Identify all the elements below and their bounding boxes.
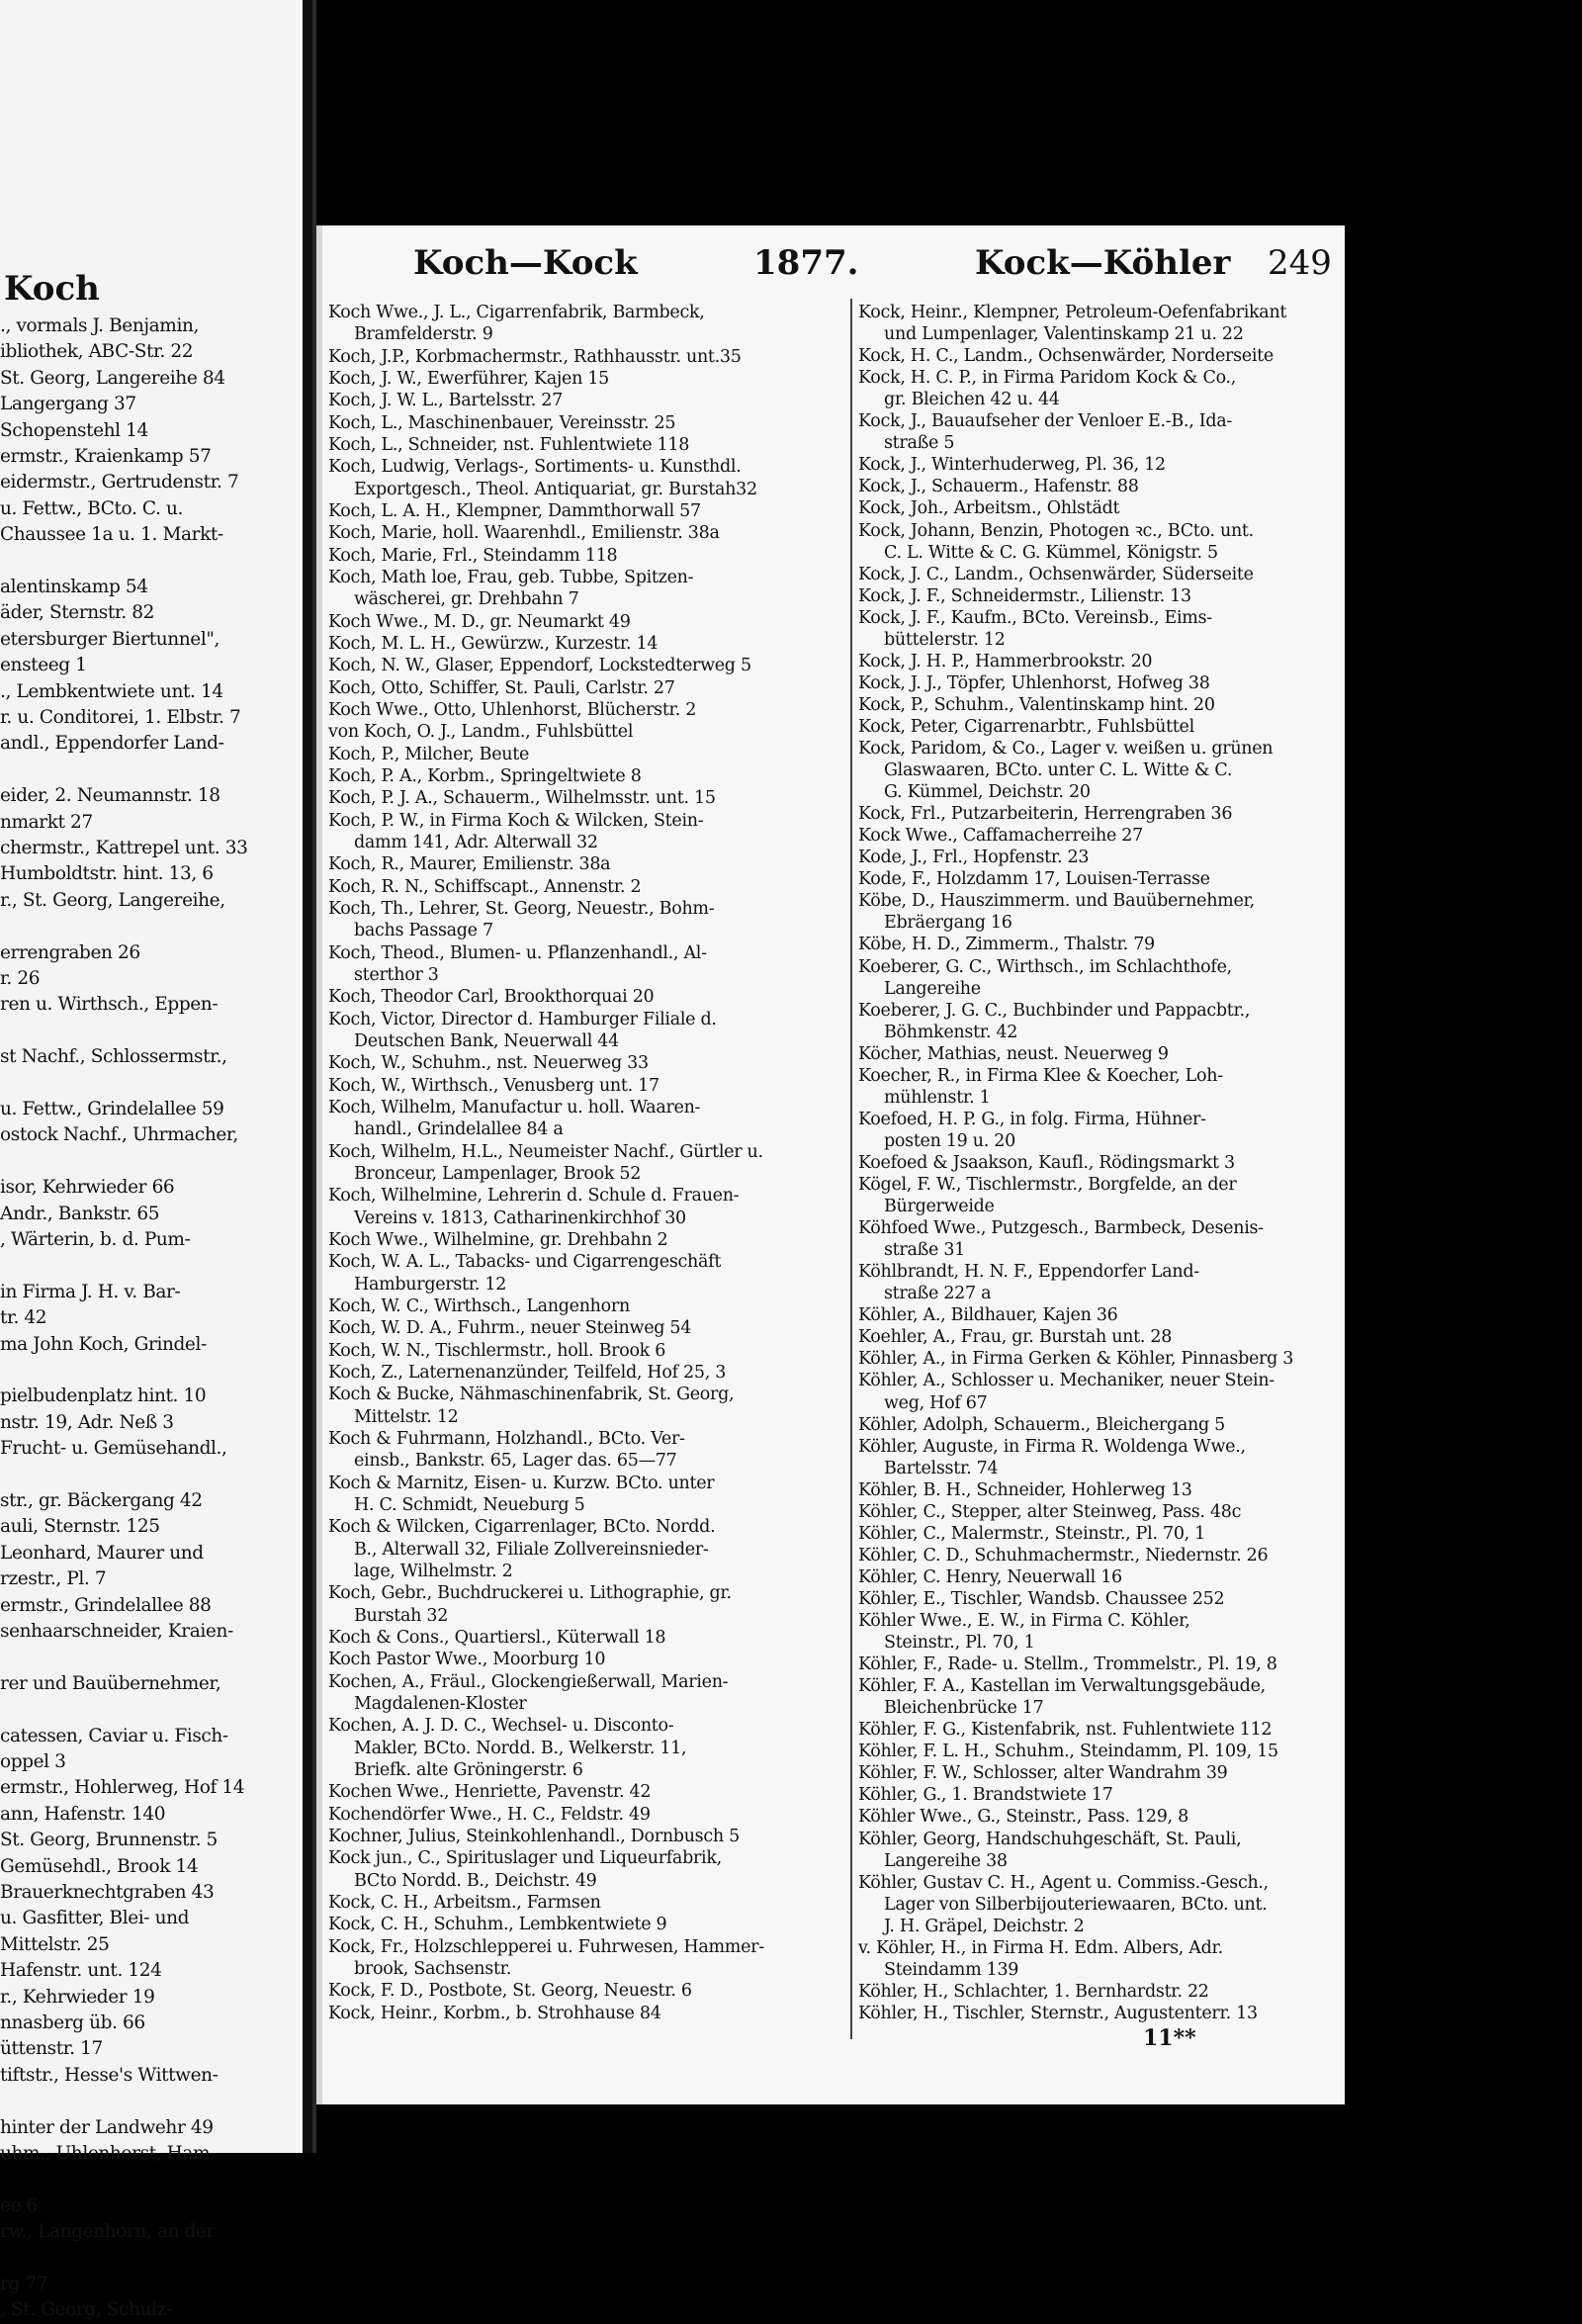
left-page-fragment — [0, 0, 312, 2321]
directory-entry-line: Köhler, E., Tischler, Wandsb. Chaussee 252 — [858, 1588, 1225, 1609]
directory-entry-line: Kochen Wwe., Henriette, Pavenstr. 42 — [328, 1782, 652, 1803]
directory-entry-line: Koeberer, J. G. C., Buchbinder und Pappacbtr., — [858, 1000, 1251, 1021]
directory-entry-line: Kock, Paridom, & Co., Lager v. weißen u. grünen — [858, 739, 1274, 759]
directory-entry-line: Briefk. alte Gröningerstr. 6 — [354, 1760, 583, 1780]
directory-entry-line: Kock, J., Bauaufseher der Venloer E.-B., Ida- — [858, 411, 1232, 432]
directory-entry-line: BCto Nordd. B., Deichstr. 49 — [354, 1870, 597, 1891]
directory-entry-line: Koch, W. D. A., Fuhrm., neuer Steinweg 54 — [328, 1318, 692, 1339]
directory-entry-line: sterthor 3 — [354, 965, 439, 985]
left-entry-line: r., St. Georg, Langereihe, — [0, 889, 225, 911]
directory-entry-line: Koch, J. W., Ewerführer, Kajen 15 — [328, 369, 610, 389]
left-entry-line: Schopenstehl 14 — [0, 419, 148, 441]
left-entry-line: , St. Georg, Schulz- — [0, 2299, 172, 2321]
directory-entry-line: Kock, J., Schauerm., Hafenstr. 88 — [858, 477, 1139, 497]
directory-entry-line: Köhler, F. W., Schlosser, alter Wandrahm 39 — [858, 1763, 1228, 1784]
directory-entry-line: Makler, BCto. Nordd. B., Welkerstr. 11, — [354, 1738, 687, 1758]
left-entry-line: üttenstr. 17 — [0, 2038, 103, 2060]
left-entry-line: st Nachf., Schlossermstr., — [0, 1046, 227, 1068]
directory-entry-line: Köhler, C., Malermstr., Steinstr., Pl. 70, 1 — [858, 1523, 1206, 1544]
directory-entry-line: Köhler, F. G., Kistenfabrik, nst. Fuhlentwiete 112 — [858, 1720, 1273, 1741]
directory-entry-line: damm 141, Adr. Alterwall 32 — [354, 833, 598, 852]
directory-entry-line: Koch, P. J. A., Schauerm., Wilhelmsstr. unt. 15 — [328, 788, 716, 809]
left-entry-line: ermstr., Hohlerweg, Hof 14 — [0, 1777, 245, 1799]
directory-entry-line: Koch, R., Maurer, Emilienstr. 38a — [328, 854, 611, 875]
directory-entry-line: B., Alterwall 32, Filiale Zollvereinsnieder- — [354, 1539, 709, 1560]
left-entry-line: Gemüsehdl., Brook 14 — [0, 1855, 199, 1877]
directory-entry-line: H. C. Schmidt, Neueburg 5 — [354, 1495, 585, 1515]
directory-entry-line: Koch Wwe., Otto, Uhlenhorst, Blücherstr. 2 — [328, 700, 697, 720]
directory-entry-line: Kock, Heinr., Korbm., b. Strohhause 84 — [328, 2003, 661, 2023]
directory-entry-line: Kock jun., C., Spirituslager und Liqueurfabrik, — [328, 1848, 722, 1869]
left-entry-line: ibliothek, ABC-Str. 22 — [0, 341, 194, 363]
directory-entry-line: Langereihe — [884, 978, 981, 999]
left-entry-line: etersburger Biertunnel", — [0, 628, 220, 650]
directory-entry-line: Kode, F., Holzdamm 17, Louisen-Terrasse — [858, 869, 1210, 890]
left-entry-line: ann, Hafenstr. 140 — [0, 1803, 166, 1825]
left-entry-line: ermstr., Kraienkamp 57 — [0, 446, 212, 467]
left-entry-line: oppel 3 — [0, 1751, 66, 1772]
directory-entry-line: Koch, Victor, Director d. Hamburger Filiale d. — [328, 1009, 717, 1029]
directory-entry-line: Koch, L. A. H., Klempner, Dammthorwall 57 — [328, 501, 701, 521]
directory-entry-line: Koch & Fuhrmann, Holzhandl., BCto. Ver- — [328, 1429, 685, 1449]
left-entry-line: ma John Koch, Grindel- — [0, 1333, 207, 1355]
directory-entry-line: Kock, Fr., Holzschlepperei u. Fuhrwesen, Hammer- — [328, 1936, 764, 1957]
directory-entry-line: Koch, Otto, Schiffer, St. Pauli, Carlstr. 27 — [328, 677, 675, 698]
left-entry-line: rw., Langenhorn, an der — [0, 2221, 215, 2243]
page-header — [322, 243, 1351, 293]
directory-entry-line: Köhler, Adolph, Schauerm., Bleichergang 5 — [858, 1414, 1225, 1435]
directory-entry-line: wäscherei, gr. Drehbahn 7 — [354, 589, 579, 610]
left-entry-line: Langergang 37 — [0, 394, 136, 415]
directory-entry-line: Kock, J. H. P., Hammerbrookstr. 20 — [858, 651, 1153, 671]
directory-entry-line: Köhler, F., Rade- u. Stellm., Trommelstr., Pl. 19, 8 — [858, 1654, 1277, 1675]
directory-entry-line: Koch, P. W., in Firma Koch & Wilcken, Stein- — [328, 810, 704, 831]
left-entry-line: rzestr., Pl. 7 — [0, 1568, 107, 1590]
left-entry-line: alentinskamp 54 — [0, 577, 148, 597]
left-entry-line: u. Fettw., Grindelallee 59 — [0, 1099, 224, 1119]
directory-entry-line: Koch, Ludwig, Verlags-, Sortiments- u. Kunsthdl. — [328, 457, 742, 478]
directory-entry-line: Kock Wwe., Caffamacherreihe 27 — [858, 826, 1143, 847]
directory-entry-line: Bramfelderstr. 9 — [354, 324, 493, 345]
left-entry-line: chermstr., Kattrepel unt. 33 — [0, 838, 248, 858]
directory-entry-line: Köhler, Auguste, in Firma R. Woldenga Wwe., — [858, 1436, 1246, 1457]
left-entry-line: Mittelstr. 25 — [0, 1933, 110, 1955]
directory-entry-line: Steinstr., Pl. 70, 1 — [884, 1633, 1035, 1654]
signature-mark: 11** — [1143, 2025, 1196, 2051]
directory-entry-line: Kochen, A. J. D. C., Wechsel- u. Disconto- — [328, 1716, 674, 1737]
directory-entry-line: Köhler, C. Henry, Neuerwall 16 — [858, 1566, 1122, 1587]
directory-entry-line: Koch, W., Schuhm., nst. Neuerweg 33 — [328, 1053, 649, 1074]
directory-entry-line: Koch & Marnitz, Eisen- u. Kurzw. BCto. unter — [328, 1473, 715, 1493]
directory-entry-line: Koch, Gebr., Buchdruckerei u. Lithographie, gr. — [328, 1583, 732, 1604]
left-entry-line: Leonhard, Maurer und — [0, 1542, 204, 1564]
header-right-range: Kock—Köhler — [975, 243, 1231, 283]
left-entry-line: in Firma J. H. v. Bar- — [0, 1281, 181, 1302]
directory-entry-line: Köhler Wwe., G., Steinstr., Pass. 129, 8 — [858, 1807, 1188, 1828]
directory-entry-line: Köbe, H. D., Zimmerm., Thalstr. 79 — [858, 935, 1155, 955]
left-entry-line: St. Georg, Langereihe 84 — [0, 367, 225, 389]
directory-entry-line: straße 31 — [884, 1240, 965, 1261]
directory-entry-line: Vereins v. 1813, Catharinenkirchhof 30 — [354, 1207, 686, 1228]
directory-entry-line: Koch Wwe., Wilhelmine, gr. Drehbahn 2 — [328, 1230, 668, 1250]
directory-entry-line: J. H. Gräpel, Deichstr. 2 — [884, 1916, 1085, 1936]
directory-entry-line: Köhler, A., in Firma Gerken & Köhler, Pinnasberg 3 — [858, 1349, 1294, 1370]
directory-entry-line: Bronceur, Lampenlager, Brook 52 — [354, 1164, 642, 1184]
directory-entry-line: Köhler, Georg, Handschuhgeschäft, St. Pauli, — [858, 1829, 1242, 1849]
directory-entry-line: Köhler, H., Schlachter, 1. Bernhardstr. 22 — [858, 1981, 1209, 2002]
directory-entry-line: v. Köhler, H., in Firma H. Edm. Albers, Adr. — [858, 1937, 1223, 1958]
directory-entry-line: Koch & Wilcken, Cigarrenlager, BCto. Nordd. — [328, 1517, 716, 1538]
page-number: 249 — [1268, 243, 1332, 283]
directory-entry-line: Kode, J., Frl., Hopfenstr. 23 — [858, 848, 1090, 868]
directory-entry-line: Koch, J. W. L., Bartelsstr. 27 — [328, 391, 563, 411]
left-entry-line: Brauerknechtgraben 43 — [0, 1882, 215, 1903]
directory-entry-line: Koch, L., Maschinenbauer, Vereinsstr. 25 — [328, 412, 676, 433]
directory-entry-line: G. Kümmel, Deichstr. 20 — [884, 782, 1091, 803]
directory-entry-line: Koch & Bucke, Nähmaschinenfabrik, St. Georg, — [328, 1385, 735, 1405]
directory-entry-line: Koch, P. A., Korbm., Springeltwiete 8 — [328, 766, 642, 786]
directory-entry-line: Exportgesch., Theol. Antiquariat, gr. Burstah32 — [354, 479, 757, 499]
directory-entry-line: Kock, J., Winterhuderweg, Pl. 36, 12 — [858, 455, 1166, 476]
left-entry-line: senhaarschneider, Kraien- — [0, 1621, 233, 1642]
directory-entry-line: Burstah 32 — [354, 1605, 449, 1626]
left-entry-line: auli, Sternstr. 125 — [0, 1516, 160, 1538]
left-entry-line: ostock Nachf., Uhrmacher, — [0, 1124, 238, 1146]
directory-entry-line: Köhler, F. A., Kastellan im Verwaltungsgebäude, — [858, 1676, 1266, 1697]
directory-entry-line: Köhfoed Wwe., Putzgesch., Barmbeck, Desenis- — [858, 1218, 1264, 1239]
directory-entry-line: Koehler, A., Frau, gr. Burstah unt. 28 — [858, 1327, 1173, 1348]
directory-entry-line: Kochendörfer Wwe., H. C., Feldstr. 49 — [328, 1804, 651, 1825]
directory-entry-line: C. L. Witte & C. G. Kümmel, Königstr. 5 — [884, 542, 1218, 563]
left-entry-line: ren u. Wirthsch., Eppen- — [0, 994, 219, 1016]
directory-entry-line: Köhler, G., 1. Brandstwiete 17 — [858, 1785, 1113, 1806]
directory-entry-line: Koch, Theodor Carl, Brookthorquai 20 — [328, 987, 655, 1008]
left-entry-line: r., Kehrwieder 19 — [0, 1986, 155, 2008]
directory-entry-line: Koch, W. N., Tischlermstr., holl. Brook 6 — [328, 1340, 666, 1361]
left-entry-line: andl., Eppendorfer Land- — [0, 733, 224, 755]
left-entry-line: r. 26 — [0, 968, 41, 989]
left-entry-line: nmarkt 27 — [0, 811, 93, 833]
left-entry-line: Andr., Bankstr. 65 — [0, 1203, 160, 1224]
directory-entry-line: Koch, W. A. L., Tabacks- und Cigarrengeschäft — [328, 1252, 722, 1273]
directory-entry-line: Köhler, H., Tischler, Sternstr., Augustenterr. 13 — [858, 2003, 1258, 2023]
directory-entry-line: Kock, P., Schuhm., Valentinskamp hint. 20 — [858, 694, 1215, 715]
left-entry-line: Frucht- u. Gemüsehandl., — [0, 1438, 227, 1460]
directory-page — [316, 225, 1345, 2104]
left-entry-line: hinter der Landwehr 49 — [0, 2116, 214, 2138]
directory-entry-line: Koch, L., Schneider, nst. Fuhlentwiete 118 — [328, 435, 690, 455]
header-left-range: Koch—Kock — [413, 243, 638, 283]
left-entry-line: rer und Bauübernehmer, — [0, 1672, 221, 1694]
directory-entry-line: Koch, Th., Lehrer, St. Georg, Neuestr., Bohm- — [328, 899, 715, 919]
directory-entry-line: Kock, J. F., Kaufm., BCto. Vereinsb., Eims- — [858, 607, 1212, 628]
left-entry-line: isor, Kehrwieder 66 — [0, 1177, 175, 1199]
directory-entry-line: Kock, Heinr., Klempner, Petroleum-Oefenfabrikant — [858, 303, 1287, 322]
directory-entry-line: brook, Sachsenstr. — [354, 1959, 512, 1979]
left-entry-line: ., Lembkentwiete unt. 14 — [0, 680, 223, 702]
left-entry-line: ., vormals J. Benjamin, — [0, 315, 199, 336]
directory-entry-line: Koch, Wilhelmine, Lehrerin d. Schule d. Frauen- — [328, 1186, 740, 1207]
directory-entry-line: Koch & Cons., Quartiersl., Küterwall 18 — [328, 1628, 666, 1648]
left-entry-line: errengraben 26 — [0, 941, 140, 963]
directory-entry-line: Koecher, R., in Firma Klee & Koecher, Loh- — [858, 1065, 1223, 1086]
directory-entry-line: Koch, J.P., Korbmachermstr., Rathhausstr. unt.35 — [328, 346, 742, 367]
left-entry-line: ee 6 — [0, 2194, 38, 2216]
directory-entry-line: Koch, Theod., Blumen- u. Pflanzenhandl., Al- — [328, 942, 707, 963]
directory-entry-line: mühlenstr. 1 — [884, 1087, 991, 1108]
directory-entry-line: Kochner, Julius, Steinkohlenhandl., Dornbusch 5 — [328, 1827, 740, 1846]
directory-entry-line: Koch, Wilhelm, Manufactur u. holl. Waaren- — [328, 1098, 701, 1117]
left-entry-line: äder, Sternstr. 82 — [0, 602, 155, 624]
directory-entry-line: Kock, Joh., Arbeitsm., Ohlstädt — [858, 498, 1120, 519]
directory-entry-line: Köhlbrandt, H. N. F., Eppendorfer Land- — [858, 1262, 1199, 1283]
directory-entry-line: Koch, Wilhelm, H.L., Neumeister Nachf., Gürtler u. — [328, 1141, 763, 1162]
directory-entry-line: und Lumpenlager, Valentinskamp 21 u. 22 — [884, 324, 1244, 345]
directory-entry-line: Deutschen Bank, Neuerwall 44 — [354, 1031, 619, 1051]
directory-entry-line: Köhler, A., Bildhauer, Kajen 36 — [858, 1305, 1118, 1326]
directory-entry-line: Kock, F. D., Postbote, St. Georg, Neuestr. 6 — [328, 1981, 692, 2002]
directory-entry-line: Kock, Johann, Benzin, Photogen ꝛc., BCto. unt. — [858, 520, 1254, 541]
left-entry-line: Hafenstr. unt. 124 — [0, 1960, 162, 1982]
directory-entry-line: Kögel, F. W., Tischlermstr., Borgfelde, an der — [858, 1175, 1237, 1196]
directory-entry-line: straße 227 a — [884, 1284, 992, 1304]
directory-entry-line: Kock, C. H., Schuhm., Lembkentwiete 9 — [328, 1915, 667, 1935]
left-entry-line: nnasberg üb. 66 — [0, 2012, 145, 2033]
left-entry-line: ermstr., Grindelallee 88 — [0, 1594, 212, 1616]
directory-entry-line: Koch, Marie, holl. Waarenhdl., Emilienstr. 38a — [328, 523, 720, 544]
directory-entry-line: Hamburgerstr. 12 — [354, 1274, 507, 1295]
directory-entry-line: Koeberer, G. C., Wirthsch., im Schlachthofe, — [858, 956, 1232, 977]
directory-entry-line: Koch Pastor Wwe., Moorburg 10 — [328, 1650, 606, 1670]
directory-entry-line: Koch Wwe., M. D., gr. Neumarkt 49 — [328, 611, 631, 632]
directory-entry-line: Koch, P., Milcher, Beute — [328, 744, 530, 764]
directory-entry-line: Kock, H. C., Landm., Ochsenwärder, Norderseite — [858, 346, 1274, 367]
column-divider — [850, 299, 852, 2039]
directory-entry-line: Kock, C. H., Arbeitsm., Farmsen — [328, 1893, 601, 1913]
directory-entry-line: Koch Wwe., J. L., Cigarrenfabrik, Barmbeck, — [328, 303, 705, 322]
directory-entry-line: Mittelstr. 12 — [354, 1406, 459, 1427]
directory-entry-line: von Koch, O. J., Landm., Fuhlsbüttel — [328, 722, 634, 743]
directory-entry-line: Ebräergang 16 — [884, 913, 1012, 934]
left-entry-line: uhm., Uhlenhorst, Ham- — [0, 2143, 217, 2164]
directory-entry-line: handl., Grindelallee 84 a — [354, 1119, 564, 1140]
directory-entry-line: Koch, Marie, Frl., Steindamm 118 — [328, 545, 618, 566]
directory-entry-line: straße 5 — [884, 433, 955, 454]
directory-entry-line: Steindamm 139 — [884, 1959, 1019, 1980]
directory-entry-line: Kock, J. J., Töpfer, Uhlenhorst, Hofweg 38 — [858, 672, 1210, 693]
directory-entry-line: Kochen, A., Fräul., Glockengießerwall, Marien- — [328, 1671, 729, 1692]
left-entry-line: tr. 42 — [0, 1307, 47, 1329]
directory-entry-line: posten 19 u. 20 — [884, 1130, 1015, 1151]
directory-entry-line: Koch, N. W., Glaser, Eppendorf, Lockstedterweg 5 — [328, 656, 751, 676]
directory-entry-line: Köhler, C. D., Schuhmachermstr., Niedernstr. 26 — [858, 1545, 1269, 1565]
directory-entry-line: Koch, R. N., Schiffscapt., Annenstr. 2 — [328, 876, 642, 897]
left-entry-line: , Wärterin, b. d. Pum- — [0, 1229, 191, 1250]
directory-entry-line: Koch, Math loe, Frau, geb. Tubbe, Spitzen- — [328, 568, 694, 587]
left-entry-line: u. Gasfitter, Blei- und — [0, 1908, 190, 1929]
directory-entry-line: Koch, Z., Laternenanzünder, Teilfeld, Hof 25, 3 — [328, 1363, 727, 1383]
left-entry-line: nstr. 19, Adr. Neß 3 — [0, 1411, 174, 1433]
directory-entry-line: Glaswaaren, BCto. unter C. L. Witte & C. — [884, 760, 1233, 781]
directory-entry-line: Köhler, F. L. H., Schuhm., Steindamm, Pl. 109, 15 — [858, 1742, 1278, 1762]
directory-entry-line: Böhmkenstr. 42 — [884, 1022, 1018, 1042]
directory-entry-line: Bartelsstr. 74 — [884, 1458, 999, 1478]
directory-entry-line: Köcher, Mathias, neust. Neuerweg 9 — [858, 1043, 1169, 1064]
left-entry-line: Humboldtstr. hint. 13, 6 — [0, 863, 214, 885]
left-entry-line: eidermstr., Gertrudenstr. 7 — [0, 472, 239, 493]
directory-entry-line: Koch, W., Wirthsch., Venusberg unt. 17 — [328, 1075, 659, 1096]
directory-entry-line: lage, Wilhelmstr. 2 — [354, 1562, 513, 1581]
left-entry-line: catessen, Caviar u. Fisch- — [0, 1725, 228, 1746]
directory-entry-line: Langereihe 38 — [884, 1850, 1008, 1871]
header-year: 1877. — [753, 243, 859, 283]
directory-entry-line: gr. Bleichen 42 u. 44 — [884, 390, 1060, 410]
left-entry-line: St. Georg, Brunnenstr. 5 — [0, 1830, 218, 1851]
directory-entry-line: Lager von Silberbijouteriewaaren, BCto. unt. — [884, 1894, 1268, 1915]
directory-entry-line: einsb., Bankstr. 65, Lager das. 65—77 — [354, 1451, 677, 1472]
directory-entry-line: Kock, Frl., Putzarbeiterin, Herrengraben 36 — [858, 804, 1233, 825]
left-entry-line: eider, 2. Neumannstr. 18 — [0, 785, 220, 807]
directory-entry-line: Kock, J. C., Landm., Ochsenwärder, Süderseite — [858, 564, 1254, 584]
directory-entry-line: Kock, H. C. P., in Firma Paridom Kock & Co., — [858, 368, 1237, 389]
directory-entry-line: Köhler, A., Schlosser u. Mechaniker, neuer Stein- — [858, 1371, 1274, 1391]
left-page-heading: Koch — [4, 269, 100, 309]
directory-entry-line: Bürgerweide — [884, 1197, 995, 1217]
left-entry-line: rg 77 — [0, 2274, 48, 2294]
left-entry-line: pielbudenplatz hint. 10 — [0, 1385, 207, 1407]
directory-entry-line: Köbe, D., Hauszimmerm. und Bauübernehmer, — [858, 891, 1255, 912]
left-entry-line: r. u. Conditorei, 1. Elbstr. 7 — [0, 707, 241, 728]
directory-entry-line: Kock, Peter, Cigarrenarbtr., Fuhlsbüttel — [858, 716, 1194, 737]
directory-entry-line: weg, Hof 67 — [884, 1392, 988, 1413]
directory-entry-line: Köhler Wwe., E. W., in Firma C. Köhler, — [858, 1611, 1190, 1632]
directory-entry-line: Kock, J. F., Schneidermstr., Lilienstr. 13 — [858, 585, 1191, 606]
directory-entry-line: Koefoed, H. P. G., in folg. Firma, Hühner- — [858, 1109, 1206, 1129]
directory-entry-line: Köhler, B. H., Schneider, Hohlerweg 13 — [858, 1479, 1192, 1500]
directory-entry-line: Koefoed & Jsaakson, Kaufl., Rödingsmarkt 3 — [858, 1152, 1235, 1173]
left-entry-line: Chaussee 1a u. 1. Markt- — [0, 524, 223, 546]
directory-entry-line: Bleichenbrücke 17 — [884, 1698, 1044, 1719]
directory-entry-line: bachs Passage 7 — [354, 921, 493, 941]
directory-entry-line: Koch, W. C., Wirthsch., Langenhorn — [328, 1296, 630, 1316]
left-entry-line: str., gr. Bäckergang 42 — [0, 1490, 203, 1511]
left-entry-line: tiftstr., Hesse's Wittwen- — [0, 2064, 219, 2086]
left-entry-line: u. Fettw., BCto. C. u. — [0, 497, 183, 519]
directory-entry-line: Köhler, Gustav C. H., Agent u. Commiss.-Gesch., — [858, 1872, 1269, 1893]
left-entry-line: ensteeg 1 — [0, 655, 87, 676]
directory-entry-line: Koch, M. L. H., Gewürzw., Kurzestr. 14 — [328, 634, 659, 654]
directory-entry-line: Köhler, C., Stepper, alter Steinweg, Pass. 48c — [858, 1501, 1242, 1522]
directory-entry-line: Magdalenen-Kloster — [354, 1694, 527, 1714]
directory-entry-line: büttelerstr. 12 — [884, 629, 1006, 650]
